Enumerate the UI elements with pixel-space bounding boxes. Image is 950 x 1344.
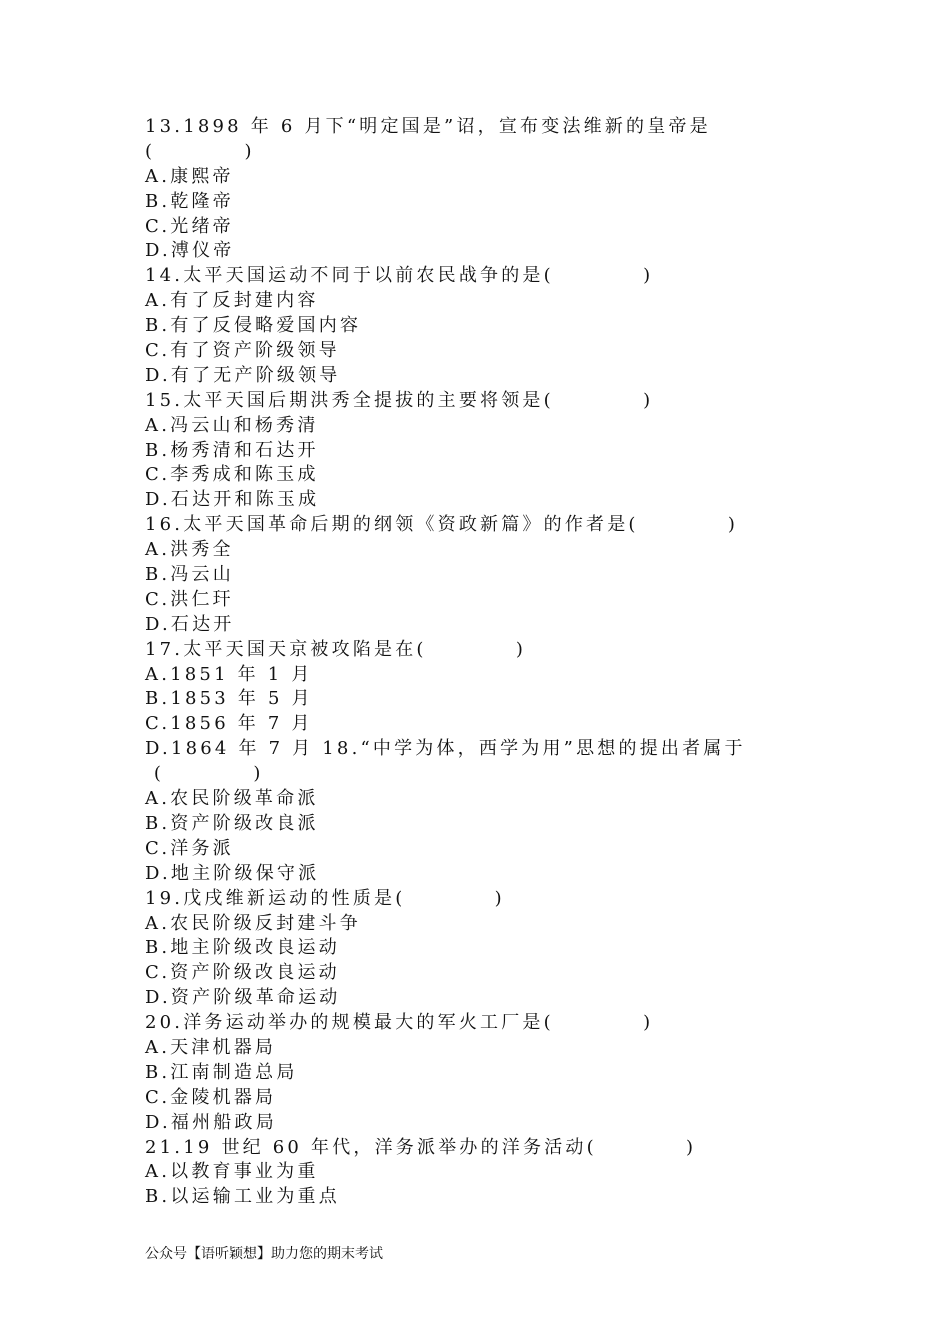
- question-14-option-c: C.有了资产阶级领导: [145, 340, 340, 362]
- question-19-option-a: A.农民阶级反封建斗争: [145, 912, 361, 934]
- question-13-option-d: D.溥仪帝: [145, 240, 235, 262]
- question-16-stem: 16.太平天国革命后期的纲领《资政新篇》的作者是( ): [145, 514, 739, 536]
- question-list: [145, 115, 785, 1210]
- question-13-option-b: B.乾隆帝: [145, 190, 234, 212]
- question-16-option-a: A.洪秀全: [145, 539, 234, 561]
- question-14-stem: 14.太平天国运动不同于以前农民战争的是( ): [145, 265, 654, 287]
- question-19-option-b: B.地主阶级改良运动: [145, 937, 340, 959]
- question-21-option-b: B.以运输工业为重点: [145, 1186, 340, 1208]
- question-17-option-a: A.1851 年 1 月: [145, 663, 313, 685]
- question-20-option-c: C.金陵机器局: [145, 1086, 277, 1108]
- question-17-option-d-and-question-18-stem: D.1864 年 7 月 18.“中学为体，西学为用”思想的提出者属于: [145, 738, 746, 760]
- question-20-stem: 20.洋务运动举办的规模最大的军火工厂是( ): [145, 1012, 654, 1034]
- question-18-option-b: B.资产阶级改良派: [145, 812, 319, 834]
- question-17-stem: 17.太平天国天京被攻陷是在( ): [145, 638, 527, 660]
- question-19-stem: 19.戊戌维新运动的性质是( ): [145, 887, 505, 909]
- question-17-option-c: C.1856 年 7 月: [145, 713, 313, 735]
- question-15-option-c: C.李秀成和陈玉成: [145, 464, 319, 486]
- question-18-option-d: D.地主阶级保守派: [145, 862, 320, 884]
- question-17-option-b: B.1853 年 5 月: [145, 688, 313, 710]
- question-13-blank: ( ): [145, 140, 255, 162]
- question-18-option-a: A.农民阶级革命派: [145, 788, 319, 810]
- question-20-option-d: D.福州船政局: [145, 1111, 277, 1133]
- question-16-option-c: C.洪仁玕: [145, 588, 234, 610]
- question-15-option-b: B.杨秀清和石达开: [145, 439, 319, 461]
- question-14-option-b: B.有了反侵略爱国内容: [145, 315, 362, 337]
- question-20-option-b: B.江南制造总局: [145, 1061, 298, 1083]
- question-16-option-b: B.冯云山: [145, 564, 234, 586]
- question-19-option-d: D.资产阶级革命运动: [145, 987, 341, 1009]
- page-footer: 公众号【语听颖想】助力您的期末考试: [145, 1246, 383, 1262]
- question-18-option-c: C.洋务派: [145, 837, 234, 859]
- question-15-stem: 15.太平天国后期洪秀全提拔的主要将领是( ): [145, 389, 654, 411]
- question-13-option-c: C.光绪帝: [145, 215, 234, 237]
- question-16-option-d: D.石达开: [145, 613, 235, 635]
- question-19-option-c: C.资产阶级改良运动: [145, 962, 340, 984]
- question-15-option-a: A.冯云山和杨秀清: [145, 414, 319, 436]
- question-13-option-a: A.康熙帝: [145, 165, 234, 187]
- question-14-option-d: D.有了无产阶级领导: [145, 364, 341, 386]
- question-21-stem: 21.19 世纪 60 年代，洋务派举办的洋务活动( ): [145, 1136, 697, 1158]
- question-21-option-a: A.以教育事业为重: [145, 1161, 319, 1183]
- question-14-option-a: A.有了反封建内容: [145, 290, 319, 312]
- question-13-stem: 13.1898 年 6 月下“明定国是”诏，宣布变法维新的皇帝是: [145, 116, 711, 137]
- question-15-option-d: D.石达开和陈玉成: [145, 489, 320, 511]
- question-18-blank: ( ): [145, 763, 264, 785]
- question-20-option-a: A.天津机器局: [145, 1036, 277, 1058]
